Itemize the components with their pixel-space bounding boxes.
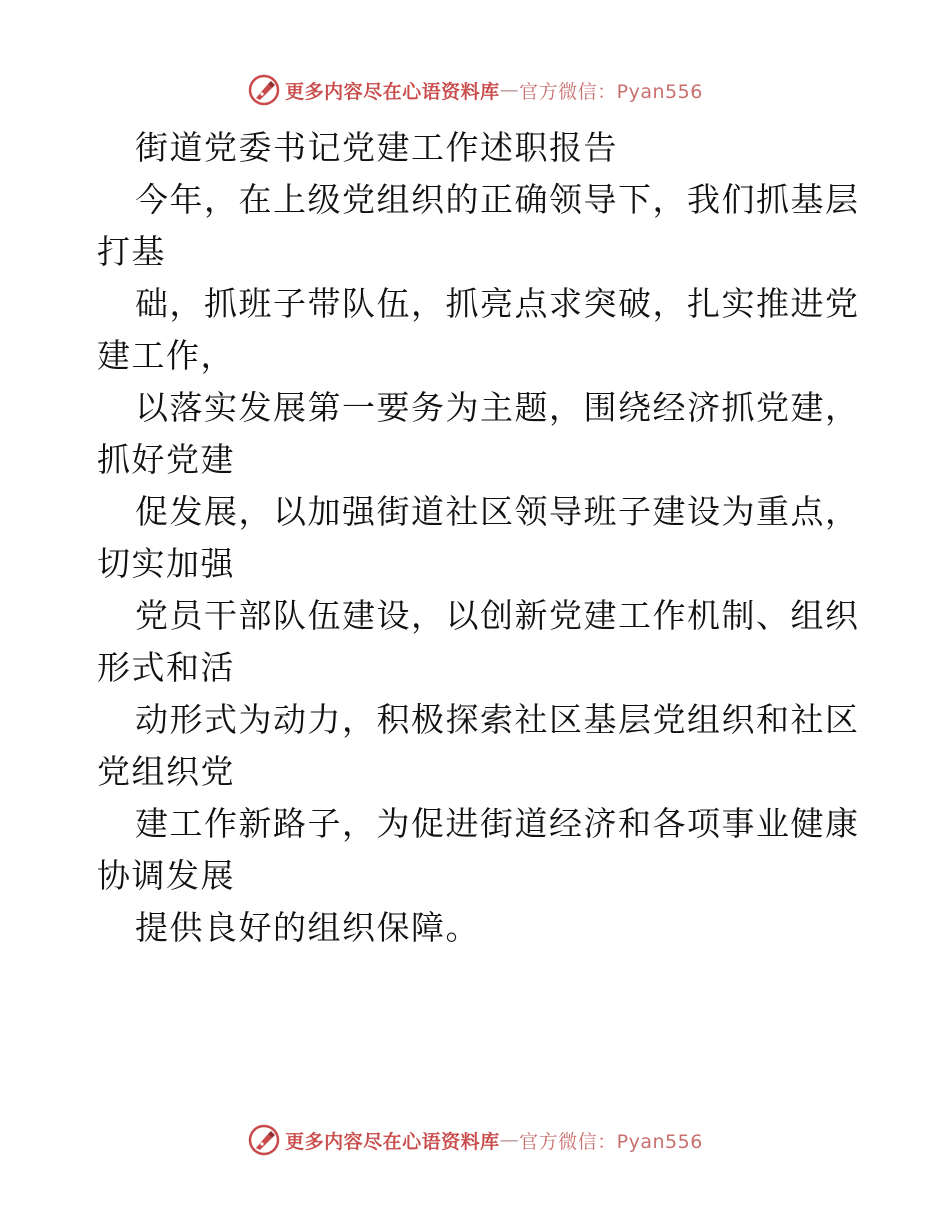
paragraph-line: 今年，在上级党组织的正确领导下，我们抓基层 <box>135 180 860 219</box>
footer-watermark <box>0 1120 950 1160</box>
paragraph-line: 形式和活 <box>97 648 235 687</box>
paragraph-line: 提供良好的组织保障。 <box>135 908 480 947</box>
header-watermark <box>0 70 950 110</box>
watermark-brand: 更多内容尽在心语资料库 <box>285 80 500 103</box>
paragraph-line: 促发展，以加强街道社区领导班子建设为重点， <box>135 492 860 531</box>
paragraph-line: 打基 <box>97 232 166 271</box>
watermark-brand: 更多内容尽在心语资料库 <box>285 1130 500 1153</box>
paragraph-line: 以落实发展第一要务为主题，围绕经济抓党建， <box>135 388 860 427</box>
document-body <box>97 122 860 954</box>
paragraph-line: 抓好党建 <box>97 440 235 479</box>
watermark-wechat: 官方微信：Pyan556 <box>519 80 703 103</box>
watermark-dash: — <box>499 1129 520 1151</box>
paragraph-line: 建工作新路子，为促进街道经济和各项事业健康 <box>135 804 860 843</box>
paragraph-line: 党组织党 <box>97 752 235 791</box>
paragraph-line: 协调发展 <box>97 856 235 895</box>
pen-nib-logo-icon <box>247 1123 281 1157</box>
paragraph-line: 动形式为动力，积极探索社区基层党组织和社区 <box>135 700 860 739</box>
watermark-dash: — <box>499 79 520 101</box>
paragraph-line: 党员干部队伍建设，以创新党建工作机制、组织 <box>135 596 860 635</box>
paragraph-line: 切实加强 <box>97 544 235 583</box>
document-title: 街道党委书记党建工作述职报告 <box>135 128 618 167</box>
watermark-wechat: 官方微信：Pyan556 <box>519 1130 703 1153</box>
paragraph-line: 础，抓班子带队伍，抓亮点求突破，扎实推进党 <box>135 284 860 323</box>
paragraph-line: 建工作， <box>97 336 235 375</box>
pen-nib-logo-icon <box>247 73 281 107</box>
